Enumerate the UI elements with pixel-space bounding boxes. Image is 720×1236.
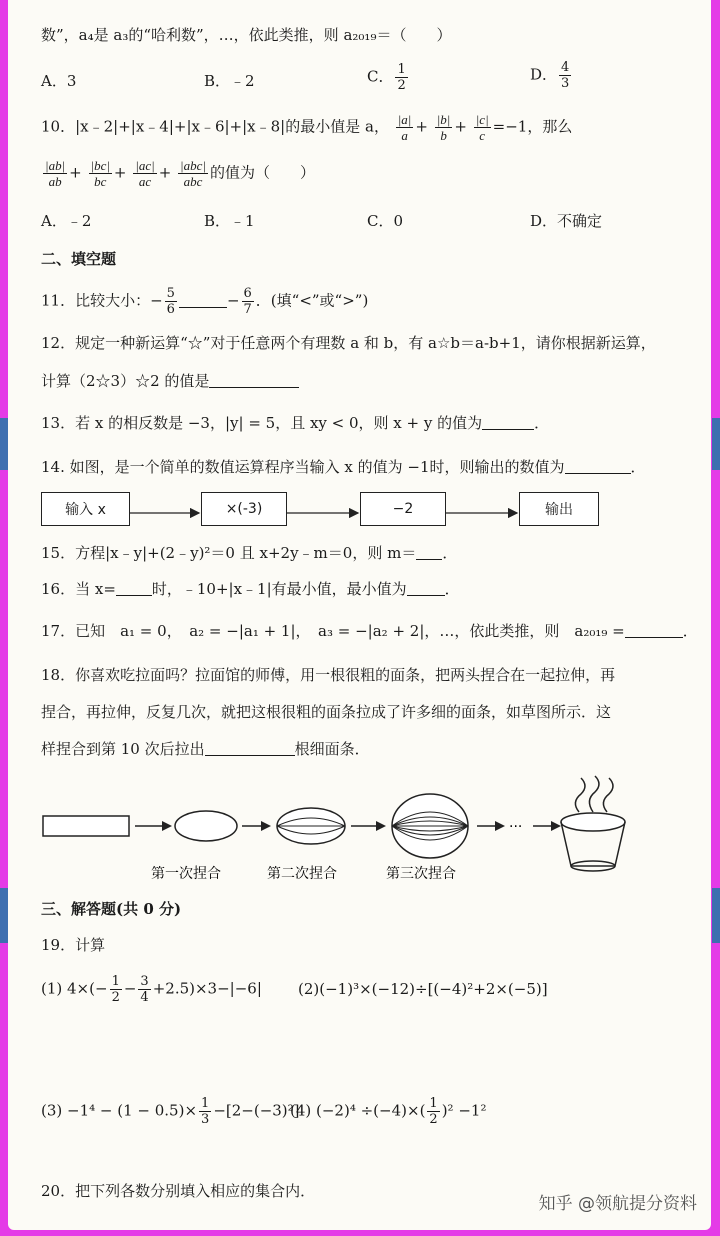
q15-answer-blank[interactable] (416, 559, 442, 560)
flow-multiply-box: ×(-3) (201, 492, 287, 526)
flow-subtract-box: −2 (360, 492, 446, 526)
flow-input-box: 输入 x (41, 492, 130, 526)
q15-line: 15．方程|x﹣y|+(2﹣y)²＝0 且 x+2y﹣m＝0，则 m＝ ． (41, 544, 458, 562)
q10-option-a: A．﹣2 (41, 212, 92, 230)
q9-option-b: B．﹣2 (204, 72, 255, 90)
noodle-diagram (41, 774, 631, 884)
q12-line1: 12．规定一种新运算“☆”对于任意两个有理数 a 和 b，有 a☆b＝a-b+1，请你根据新运算， (41, 334, 656, 352)
q10-line2: $\frac{|ab|}{ab}$ + $\frac{|bc|}{bc}$ + $\frac{|ac|}{ac}$ + $\frac{\text{|abc|}}{\text{abc}}$ 的值为（ ） (45, 158, 315, 189)
q19-part3: (3) −1⁴ − (1 − 0.5)× $\frac{1}{3}$ −[2−(−3)²] (41, 1096, 300, 1127)
noodle-stage-1 (175, 811, 237, 841)
q20-line: 20．把下列各数分别填入相应的集合内． (41, 1182, 316, 1200)
q19-title: 19．计算 (41, 936, 106, 954)
q19-part2: (2)(−1)³×(−12)÷[(−4)²+2×(−5)] (298, 980, 548, 998)
q16-blank-min[interactable] (407, 595, 445, 596)
q10-option-b: B．﹣1 (204, 212, 255, 230)
q17-answer-blank[interactable] (625, 637, 683, 638)
left-tab-lower (0, 888, 8, 943)
q9-line: 数”，a₄是 a₃的“哈利数”，…，依此类推，则 a₂₀₁₉＝（ ） (41, 26, 452, 44)
q19-part1: (1) 4×(− $\frac{1}{2}$ − $\frac{3}{4}$ +2.5)×3−|−6| (41, 974, 262, 1005)
q9-option-d: D． $\frac{4}{3}$ (530, 60, 570, 91)
q11-line: 11．比较大小：− $\frac{5}{6}$ − $\frac{6}{7}$ ．(填“<”或“>”) (41, 286, 369, 317)
section-answer-heading: 三、解答题(共 0 分) (41, 900, 182, 918)
noodle-stage-3 (392, 794, 468, 858)
q19-part4: (4) (−2)⁴ ÷(−4)×( $\frac{1}{2}$ )² −1² (290, 1096, 487, 1127)
flow-arrows (8, 0, 711, 560)
q10-option-d: D．不确定 (530, 212, 603, 230)
caption-third: 第三次捏合 (386, 866, 456, 882)
noodle-ellipsis: ··· (509, 819, 523, 835)
q14-line: 14. 如图，是一个简单的数值运算程序当输入 x 的值为 −1时，则输出的数值为 ． (41, 458, 646, 476)
q18-answer-blank[interactable] (205, 755, 295, 756)
noodle-bar (43, 816, 129, 836)
q13-line: 13．若 x 的相反数是 −3，|y| = 5，且 xy < 0，则 x + y 的值为 ． (41, 414, 550, 432)
caption-first: 第一次捏合 (151, 866, 221, 882)
right-tab-upper (712, 418, 720, 470)
q9-option-a: A．3 (41, 72, 77, 90)
q16-line: 16．当 x= 时，﹣10+|x﹣1|有最小值，最小值为 ． (41, 580, 460, 598)
noodle-bowl (561, 776, 625, 871)
q18-line2: 捏合，再拉伸，反复几次，就把这根很粗的面条拉成了许多细的面条，如草图所示．这 (41, 703, 612, 721)
q12-line2: 计算（2☆3）☆2 的值是 (41, 370, 299, 392)
q9-d-fraction: $\frac{4}{3}$ (561, 60, 570, 91)
q9-c-fraction: $\frac{1}{2}$ (397, 62, 406, 93)
section-fill-in-heading: 二、填空题 (41, 250, 117, 268)
caption-second: 第二次捏合 (267, 866, 337, 882)
q16-blank-x[interactable] (116, 595, 152, 596)
q18-line1: 18．你喜欢吃拉面吗？拉面馆的师傅，用一根很粗的面条，把两头捏合在一起拉伸，再 (41, 666, 616, 684)
q18-line3: 样捏合到第 10 次后拉出 根细面条． (41, 740, 370, 758)
q10-option-c: C．0 (367, 212, 404, 230)
left-tab-upper (0, 418, 8, 470)
right-tab-lower (712, 888, 720, 943)
noodle-stage-2 (277, 808, 345, 844)
flow-output-box: 输出 (519, 492, 599, 526)
zhihu-watermark: 知乎 @领航提分资料 (538, 1194, 697, 1214)
q17-line: 17．已知 a₁ = 0， a₂ = −|a₁ + 1|， a₃ = −|a₂ + 2|，…，依此类推，则 a₂₀₁₉ = ． (41, 622, 698, 640)
q10-line1: 10．|x﹣2|+|x﹣4|+|x﹣6|+|x﹣8|的最小值是 a， $\frac{|a|}{a}$ + $\frac{|b|}{b}$ + $\frac{|c|}{c}$ =−1，那么 (41, 112, 573, 143)
worksheet-page (8, 0, 711, 1230)
q9-option-c: C． $\frac{1}{2}$ (367, 62, 406, 93)
